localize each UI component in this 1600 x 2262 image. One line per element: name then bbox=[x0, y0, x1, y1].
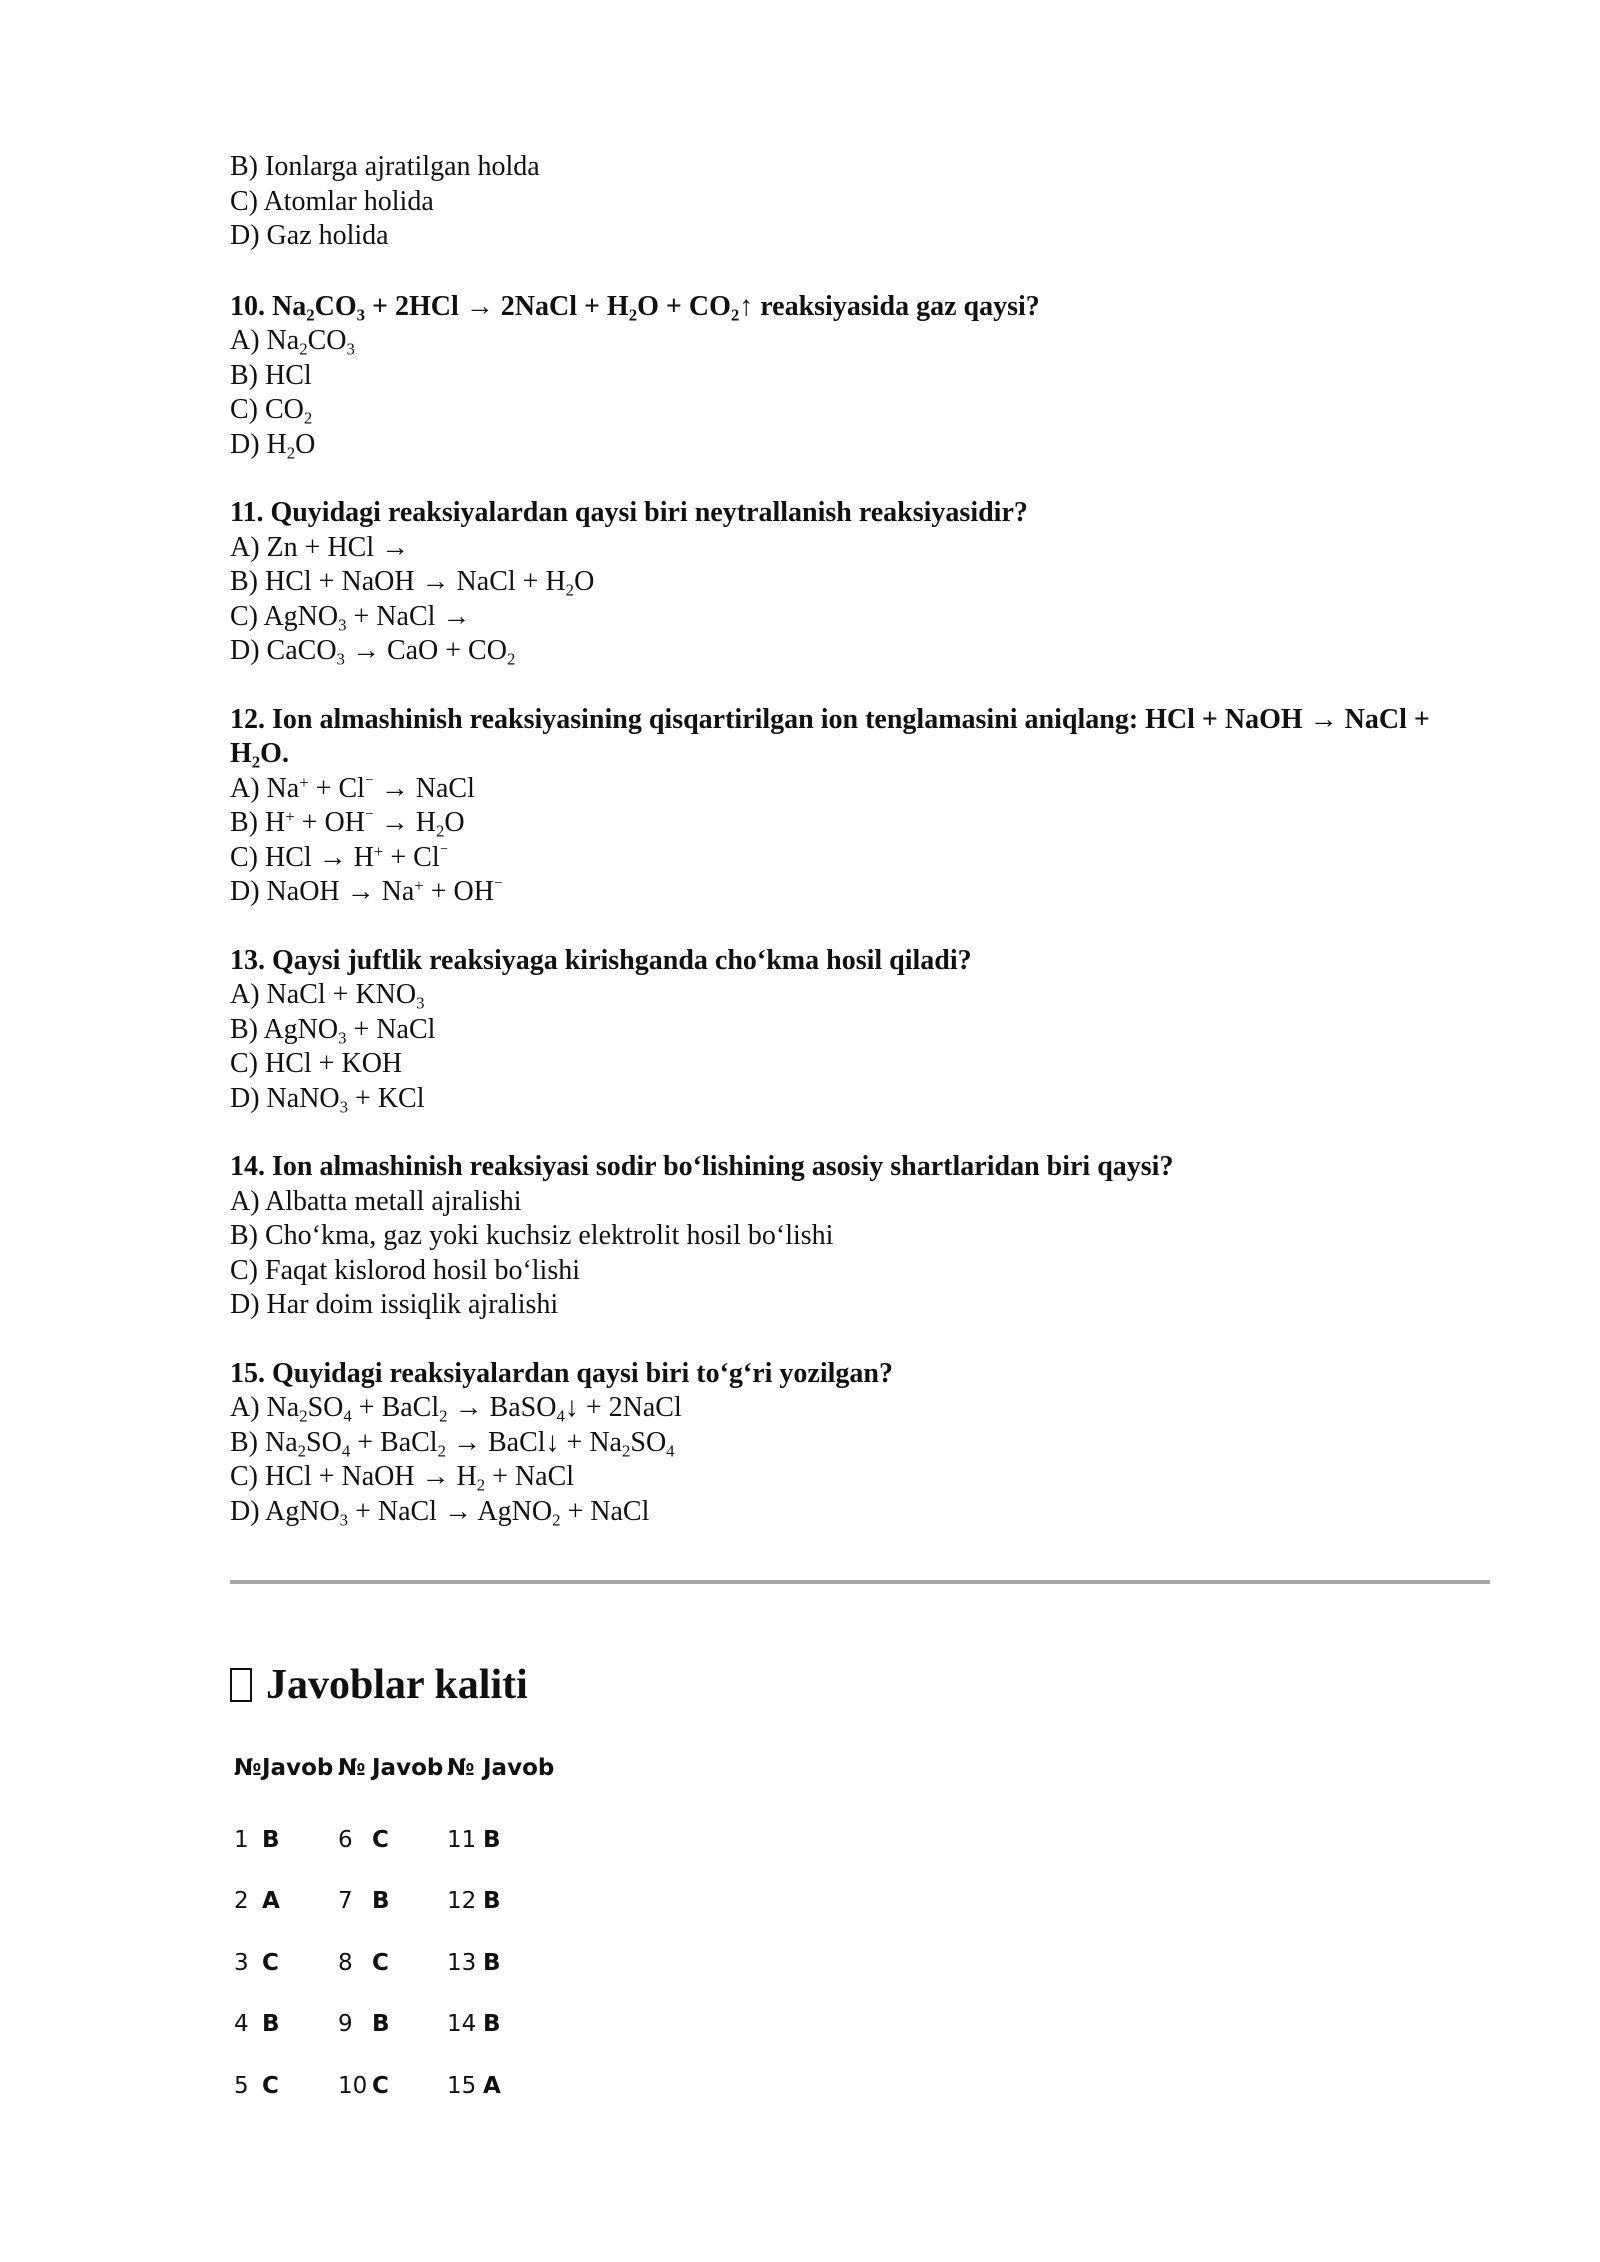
option-b: B) $H^+ + OH^{^-} \to H_2O$ bbox=[230, 806, 465, 841]
option-a: A) Albatta metall ajralishi bbox=[230, 1185, 522, 1217]
option-c: C) $CO_2$ bbox=[230, 394, 313, 428]
option-c: C) HCl + KOH bbox=[230, 1048, 403, 1079]
option-b: B) HCl bbox=[230, 359, 312, 391]
answer-letter: A bbox=[262, 1888, 280, 1915]
question-13-text: 13. Qaysi juftlik reaksiyaga kirishganda cho‘kma hosil qiladi? bbox=[230, 944, 972, 976]
header-answer: Javob bbox=[372, 1755, 444, 1781]
answer-key-header-row bbox=[230, 1748, 554, 1788]
table-row bbox=[230, 2055, 554, 2117]
questions-content bbox=[230, 150, 1490, 1563]
question-10-text: 10. $Na_2CO_3 + 2HCl$ → 2NaCl + $H_2O$ + $CO_2↑$ reaksiyasida gaz qaysi? bbox=[230, 290, 1040, 324]
header-number: № bbox=[338, 1755, 366, 1781]
answer-letter: B bbox=[262, 1826, 280, 1853]
question-number: 1 bbox=[234, 1826, 249, 1853]
missing-glyph-icon bbox=[230, 1668, 252, 1702]
option-c: C) Faqat kislorod hosil bo‘lishi bbox=[230, 1254, 580, 1286]
question-number: 9 bbox=[338, 2011, 353, 2038]
answer-letter: C bbox=[262, 2072, 279, 2099]
option-d: D) CaCO$_3$ → CaO + $CO_2$ bbox=[230, 635, 516, 669]
option-b: B) $Na_2SO_4$ + BaCl$_2$ → BaCl↓ + $Na_2SO_4$ bbox=[230, 1426, 675, 1460]
question-11-text: 11. Quyidagi reaksiyalardan qaysi biri neytrallanish reaksiyasidir? bbox=[230, 497, 1028, 528]
option-d: D) AgNO$_3$ + NaCl → AgNO$_2$ + NaCl bbox=[230, 1495, 650, 1529]
question-number: 6 bbox=[338, 1826, 353, 1853]
table-row bbox=[230, 1788, 554, 1871]
question-12-text: 12. Ion almashinish reaksiyasining qisqartirilgan ion tenglamasini aniqlang: HCl + NaOH → NaCl + $H_2O$. bbox=[230, 703, 1430, 772]
question-number: 12 bbox=[447, 1888, 477, 1915]
question-9-continued bbox=[230, 150, 1490, 254]
question-10 bbox=[230, 290, 1490, 463]
answer-letter: C bbox=[262, 1949, 279, 1976]
answer-letter: B bbox=[483, 2011, 501, 2038]
question-number: 8 bbox=[338, 1949, 353, 1976]
horizontal-rule bbox=[230, 1580, 1490, 1584]
option-b: B) Cho‘kma, gaz yoki kuchsiz elektrolit hosil bo‘lishi bbox=[230, 1220, 834, 1251]
question-15-text: 15. Quyidagi reaksiyalardan qaysi biri to‘g‘ri yozilgan? bbox=[230, 1357, 893, 1389]
question-number: 14 bbox=[447, 2011, 477, 2038]
option-d: D) NaNO$_3$ + KCl bbox=[230, 1082, 425, 1116]
header-answer: Javob bbox=[262, 1755, 334, 1781]
header-number: № bbox=[234, 1755, 262, 1781]
table-row bbox=[230, 1932, 554, 1994]
option-d: D) Har doim issiqlik ajralishi bbox=[230, 1289, 559, 1320]
answer-letter: B bbox=[483, 1826, 501, 1853]
option-b: B) HCl + NaOH → NaCl + $H_2O$ bbox=[230, 566, 595, 600]
question-number: 4 bbox=[234, 2011, 249, 2038]
question-11 bbox=[230, 496, 1490, 669]
option-a: A) Na+ + Cl⁻ → NaCl bbox=[230, 772, 475, 804]
question-14 bbox=[230, 1150, 1490, 1323]
question-number: 13 bbox=[447, 1949, 477, 1976]
option-d: D) Gaz holida bbox=[230, 220, 389, 251]
answer-letter: B bbox=[483, 1949, 501, 1976]
header-number: № bbox=[447, 1755, 475, 1781]
table-row bbox=[230, 1994, 554, 2056]
answer-letter: A bbox=[483, 2072, 501, 2099]
question-12 bbox=[230, 703, 1490, 910]
question-15 bbox=[230, 1357, 1490, 1530]
answer-letter: C bbox=[372, 1949, 389, 1976]
option-b: B) Ionlarga ajratilgan holda bbox=[230, 151, 540, 182]
question-number: 3 bbox=[234, 1949, 249, 1976]
question-14-text: 14. Ion almashinish reaksiyasi sodir bo‘lishining asosiy shartlaridan biri qaysi? bbox=[230, 1151, 1174, 1182]
option-a: A) $Na_2SO_4$ + BaCl$_2$ → BaSO$_4$↓ + 2NaCl bbox=[230, 1392, 682, 1426]
table-row bbox=[230, 1871, 554, 1933]
answer-letter: B bbox=[483, 1888, 501, 1915]
answer-letter: B bbox=[262, 2011, 280, 2038]
answer-letter: B bbox=[372, 1888, 390, 1915]
answer-letter: C bbox=[372, 1826, 389, 1853]
answer-key-title: Javoblar kaliti bbox=[230, 1660, 528, 1710]
option-c: C) AgNO$_3$ + NaCl → bbox=[230, 600, 471, 634]
option-a: A) Zn + HCl → bbox=[230, 531, 410, 563]
option-a: A) NaCl + $KNO_3$ bbox=[230, 979, 425, 1013]
question-13 bbox=[230, 944, 1490, 1117]
option-a: A) $Na_2CO_3$ bbox=[230, 325, 355, 359]
answer-key-table bbox=[230, 1748, 554, 2117]
question-number: 5 bbox=[234, 2072, 249, 2099]
option-d: D) $H_2O$ bbox=[230, 428, 316, 462]
question-number: 11 bbox=[447, 1826, 477, 1853]
question-number: 2 bbox=[234, 1888, 249, 1915]
option-c: C) Atomlar holida bbox=[230, 185, 434, 217]
option-c: C) HCl → H+ + Cl⁻ bbox=[230, 841, 449, 873]
question-number: 7 bbox=[338, 1888, 353, 1915]
answer-letter: C bbox=[372, 2072, 389, 2099]
question-number: 10 bbox=[338, 2072, 368, 2099]
header-answer: Javob bbox=[483, 1755, 555, 1781]
option-d: D) NaOH → Na+ + OH⁻ bbox=[230, 875, 503, 907]
option-b: B) AgNO$_3$ + NaCl bbox=[230, 1013, 436, 1047]
question-number: 15 bbox=[447, 2072, 477, 2099]
option-c: C) HCl + NaOH → $H_2$ + NaCl bbox=[230, 1461, 575, 1495]
answer-letter: B bbox=[372, 2011, 390, 2038]
